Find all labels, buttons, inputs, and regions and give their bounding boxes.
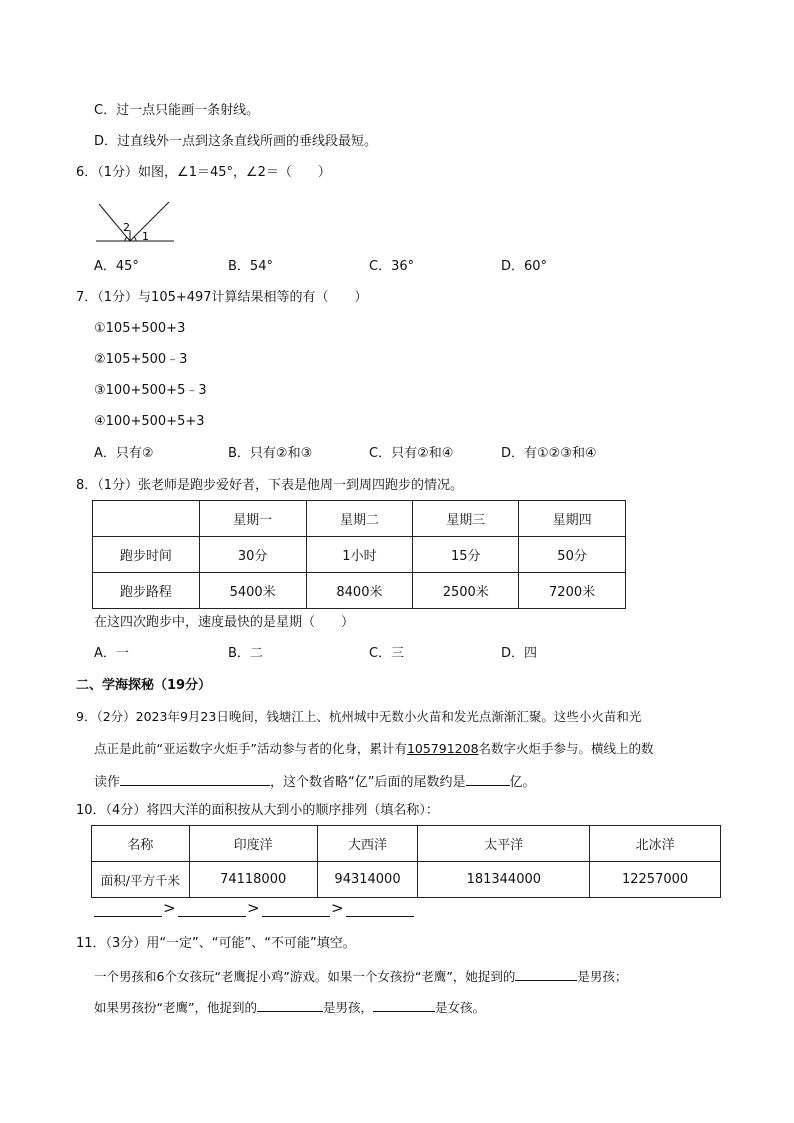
q7-option-c: C．只有②和④: [369, 446, 454, 461]
q6-label-2: 2: [123, 221, 130, 234]
q6-option-d: D．60°: [501, 259, 548, 274]
q9-line-2-text: 点正是此前“亚运数字火炬手”活动参与者的化身，累计有: [94, 741, 407, 756]
q11-line-1: [94, 966, 627, 986]
q9-line-2-tail: 名数字火炬手参与。横线上的数: [478, 741, 654, 756]
q11-line-1-tail: 是男孩；: [577, 969, 628, 984]
q10-header-cell: 名称: [92, 826, 190, 862]
q11-line-2-text: 如果男孩扮“老鹰”，他捉到的: [94, 1000, 257, 1015]
q9-read-blank[interactable]: [120, 771, 270, 786]
q7-item-4: ④100+500+5+3: [94, 414, 205, 429]
q6-right-ray: [130, 202, 169, 241]
table-cell: 8400米: [306, 573, 413, 609]
q10-greater-than: >: [247, 899, 260, 917]
q7-item-1: ①105+500+3: [94, 321, 186, 336]
q8-row-label: 跑步时间: [93, 537, 200, 573]
q8-option-b: B．二: [228, 646, 263, 661]
q8-option-a: A．一: [94, 646, 129, 661]
q9-approx-label: ，这个数省略“亿”后面的尾数约是: [270, 775, 466, 790]
q9-unit: 亿。: [509, 775, 536, 790]
table-cell: 1小时: [306, 537, 413, 573]
q8-header-cell: [93, 501, 200, 537]
q11-blank-1[interactable]: [515, 966, 577, 981]
q11-blank-3[interactable]: [373, 997, 435, 1012]
q10-table: [91, 825, 721, 898]
q11-stem: 11．（3分）用“一定”、“可能”、“不可能”填空。: [76, 936, 356, 951]
q7-stem: 7．（1分）与105+497计算结果相等的有（ ）: [76, 290, 368, 305]
q10-header-cell: 印度洋: [189, 826, 317, 862]
table-cell: 15分: [413, 537, 519, 573]
q10-header-cell: 大西洋: [317, 826, 418, 862]
q8-option-c: C．三: [369, 646, 405, 661]
q6-stem: 6．（1分）如图，∠1＝45°，∠2＝（ ）: [76, 165, 331, 180]
q10-header-cell: 北冰洋: [590, 826, 721, 862]
q6-angle-figure: [94, 200, 176, 246]
q10-row-label: 面积/平方千米: [92, 862, 190, 898]
q8-table-header: [93, 501, 626, 537]
q6-option-a: A．45°: [94, 259, 139, 274]
q7-item-3: ③100+500+5﹣3: [94, 383, 207, 398]
q10-blank-4[interactable]: [346, 902, 414, 917]
q8-header-cell: 星期三: [413, 501, 519, 537]
q7-option-a: A．只有②: [94, 446, 154, 461]
q5-option-d: D．过直线外一点到这条直线所画的垂线段最短。: [94, 134, 378, 149]
q11-line-1-text: 一个男孩和6个女孩玩“老鹰捉小鸡”游戏。如果一个女孩扮“老鹰”，她捉到的: [94, 969, 516, 984]
q8-row-label: 跑步路程: [93, 573, 200, 609]
q8-header-cell: 星期四: [519, 501, 626, 537]
q9-line-3: [94, 771, 536, 792]
q6-arc-2: [125, 237, 127, 241]
q10-stem: 10．（4分）将四大洋的面积按从大到小的顺序排列（填名称）：: [76, 803, 439, 818]
q7-option-b: B．只有②和③: [228, 446, 313, 461]
q5-option-c: C．过一点只能画一条射线。: [94, 103, 260, 118]
q10-table-header: [92, 826, 721, 862]
q11-line-2-tail: 是女孩。: [434, 1000, 485, 1015]
section-2-title: 二、学海探秘（19分）: [76, 678, 212, 693]
q8-stem: 8．（1分）张老师是跑步爱好者，下表是他周一到周四跑步的情况。: [76, 478, 464, 493]
q10-blank-2[interactable]: [178, 902, 246, 917]
q9-line-1: 9．（2分）2023年9月23日晚间，钱塘江上、杭州城中无数小火苗和发光点渐渐汇聚。这些小火苗和光: [76, 709, 642, 724]
q8-header-cell: 星期一: [199, 501, 306, 537]
q8-header-cell: 星期二: [306, 501, 413, 537]
q7-item-2: ②105+500﹣3: [94, 352, 188, 367]
q10-blank-1[interactable]: [94, 902, 162, 917]
q11-line-2-mid: 是男孩，: [322, 1000, 373, 1015]
q10-greater-than: >: [331, 899, 344, 917]
q6-option-c: C．36°: [369, 259, 415, 274]
table-cell: 50分: [519, 537, 626, 573]
table-cell: 30分: [199, 537, 306, 573]
table-cell: 7200米: [519, 573, 626, 609]
q11-blank-2[interactable]: [257, 997, 323, 1012]
table-row: [93, 537, 626, 573]
table-cell: 5400米: [199, 573, 306, 609]
q10-greater-than: >: [163, 899, 176, 917]
q9-line-2: [94, 740, 654, 758]
q7-option-d: D．有①②③和④: [501, 446, 597, 461]
table-row: [92, 862, 721, 898]
q6-arc-1: [134, 237, 136, 241]
q9-approx-blank[interactable]: [466, 771, 510, 786]
q6-label-1: 1: [142, 230, 149, 243]
table-cell: 12257000: [590, 862, 721, 898]
table-cell: 2500米: [413, 573, 519, 609]
table-cell: 94314000: [317, 862, 418, 898]
q10-blank-3[interactable]: [262, 902, 330, 917]
q8-question: 在这四次跑步中，速度最快的是星期（ ）: [94, 615, 355, 630]
q8-option-d: D．四: [501, 646, 538, 661]
q9-underlined-number: 105791208: [406, 741, 479, 756]
table-cell: 74118000: [189, 862, 317, 898]
table-cell: 181344000: [418, 862, 590, 898]
q8-table: [92, 500, 626, 609]
table-row: [93, 573, 626, 609]
q6-option-b: B．54°: [228, 259, 273, 274]
q11-line-2: [94, 997, 485, 1017]
q9-read-label: 读作: [94, 775, 121, 790]
q10-header-cell: 太平洋: [418, 826, 590, 862]
